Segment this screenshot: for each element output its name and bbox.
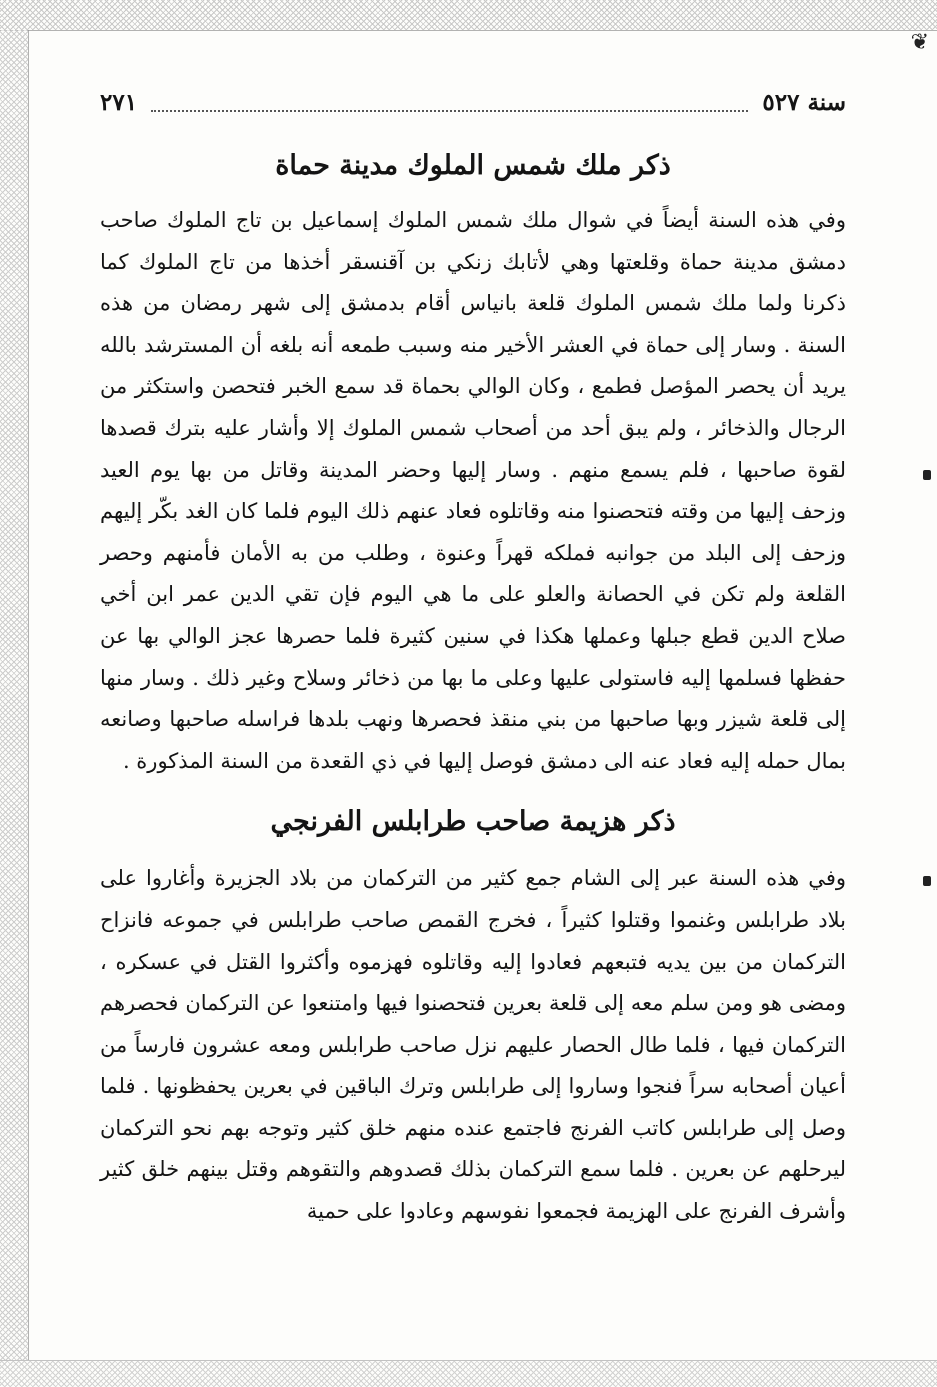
running-head: سنة ٥٢٧ (762, 88, 846, 116)
dotted-leader (151, 100, 748, 112)
decorative-border-left (0, 30, 29, 1360)
page-number: ٢٧١ (100, 88, 138, 116)
section-body: وفي هذه السنة أيضاً في شوال ملك شمس الملوك إسماعيل بن تاج الملوك صاحب دمشق مدينة حماة وقلعتها وهي لأتابك زنكي بن آقنسقر أخذها من تاج الملوك كما ذكرنا ولما ملك شمس الملوك قلعة بانياس أقام بدمشق إلى شهر رمضان من هذه السنة . وسار إلى حماة في العشر الأخير منه وسبب طمعه أنه بلغه أن المسترشد بالله يريد أن يحصر المؤصل فطمع ، وكان الوالي بحماة قد سمع الخبر فتحصن واستكثر من الرجال والذخائر ، ولم يبق أحد من أصحاب شمس الملوك إلا وأشار عليه بترك قصدها لقوة صاحبها ، فلم يسمع منهم . وسار إليها وحضر المدينة وقاتل من بها يوم العيد وزحف إليها من وقته فتحصنوا منه وقاتلوه فعاد عنهم ذلك اليوم فلما كان الغد بكّر إليهم وزحف إلى البلد من جوانبه فملكه قهراً وعنوة ، وطلب من به الأمان فأمنهم وحصر القلعة ولم تكن في الحصانة والعلو على ما هي اليوم فإن تقي الدين عمر ابن أخي صلاح الدين قطع جبلها وعملها هكذا في سنين كثيرة فلما حصرها عجز الوالي بها عن حفظها فسلمها إليه فاستولى عليها وعلى ما بها من ذخائر وسلاح وغير ذلك . وسار منها إلى قلعة شيزر وبها صاحبها من بني منقذ فحصرها ونهب بلدها فراسله صاحبها وصانعه بمال حمله إليه فعاد عنه الى دمشق فوصل إليها في ذي القعدة من السنة المذكورة . (100, 208, 846, 773)
section-title: ذكر ملك شمس الملوك مدينة حماة (275, 150, 671, 181)
page-header (100, 88, 846, 116)
margin-mark-icon (923, 876, 931, 886)
section-title: ذكر هزيمة صاحب طرابلس الفرنجي (270, 806, 676, 838)
page-content (100, 140, 846, 1233)
section-body: وفي هذه السنة عبر إلى الشام جمع كثير من التركمان من بلاد الجزيرة وأغاروا على بلاد طرابلس وغنموا وقتلوا كثيراً ، فخرج القمص صاحب طرابلس في جموعه فانزاح التركمان من بين يديه فتبعهم فعادوا إليه وقاتلوه فهزموه وأكثروا القتل في عسكره ، ومضى هو ومن سلم معه إلى قلعة بعرين فتحصنوا فيها وامتنعوا عن التركمان فحصرهم التركمان فيها ، فلما طال الحصار عليهم نزل صاحب طرابلس ومعه عشرون فارساً من أعيان أصحابه سراً فنجوا وساروا إلى طرابلس وترك الباقين في بعرين يحفظونها . فلما وصل إلى طرابلس كاتب الفرنج فاجتمع عنده منهم خلق كثير وتوجه بهم نحو التركمان ليرحلهم عن بعرين . فلما سمع التركمان بذلك قصدوهم والتقوهم وقتل بينهم خلق كثير وأشرف الفرنج على الهزيمة فجمعوا نفوسهم وعادوا على حمية (100, 866, 846, 1224)
margin-mark-icon (923, 470, 931, 480)
decorative-border-bottom (0, 1360, 937, 1387)
decorative-border-top (0, 0, 937, 31)
chapter-marker-icon: ❦ (910, 30, 929, 55)
